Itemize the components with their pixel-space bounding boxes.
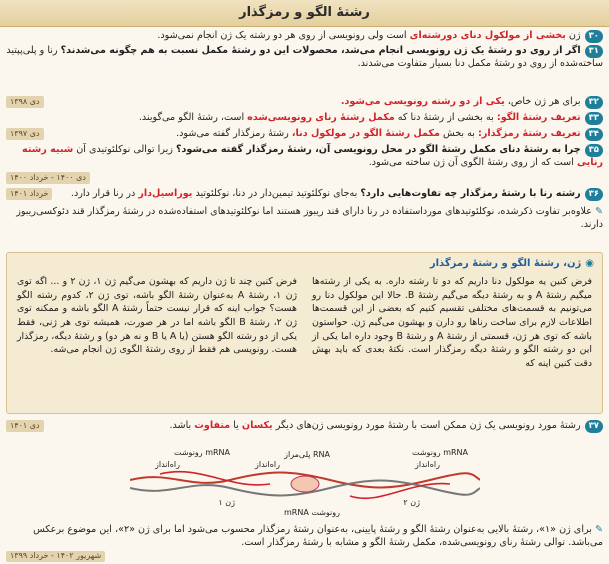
- question-36-note: ✎علاوه‌بر تفاوت ذکرشده، نوکلئوتیدهای مورداستفاده در رنا دارای قند ریبوز هستند اما نوکلئوتیدهای استفاده‌شده در رشتهٔ رمزگذار قند دئوکسی‌ریبوز دارند.: [16, 206, 603, 230]
- exam-date-tag: دی ۱۳۹۸: [6, 96, 44, 108]
- box-heading: ◉ژن، رشتهٔ الگو و رشتهٔ رمزگذار: [429, 258, 594, 269]
- pin-icon: ✎: [594, 206, 603, 217]
- box-right-column: فرض کنین یه مولکول دنا داریم که دو تا رشته داره. به یکی از رشته‌ها میگیم رشتهٔ A و به رشتهٔ دیگه می‌گیم رشتهٔ B. حالا این مولکول دنا رو می‌تونیم به قسمت‌های مختلفی تقسیم کنیم که بعضی از این قسمت‌ها اطلاعات لازم برای ساخت رناها رو دارن و بهشون می‌گیم ژن. حواستون باشه که توی هر ژن، قسمتی از رشتهٔ A و رشتهٔ B وجود داره اما یکی از این دو رشته الگو و رشتهٔ دیگه رمزگذار است. نکتهٔ بعدی که باید بهش دقت کنین اینه که: [312, 276, 592, 369]
- exam-date-tag: خرداد ۱۴۰۱: [6, 188, 52, 200]
- question-number: ۳۴: [585, 128, 603, 141]
- question-35: ۳۵چرا به رشتهٔ دنای مکمل رشتهٔ الگو در محل رونویسی آن، رشتهٔ رمزگذار گفته می‌شود؟ زیرا توالی نوکلئوتیدی آن شبیه رشته رنایی است که از روی رشتهٔ الگوی آن ژن ساخته می‌شود.: [22, 144, 603, 168]
- page-title: رشتهٔ الگو و رمزگذار: [0, 0, 609, 27]
- question-34: ۳۴تعریف رشتهٔ رمزگذار: به بخش مکمل رشتهٔ الگو در مولکول دنا، رشتهٔ رمزگذار گفته می‌شود.: [6, 128, 603, 141]
- transcription-diagram: mRNA رونوشت راه‌انداز ژن ۲ RNA پلی‌مراز رونوشت mRNA راه‌انداز ژن ۱ mRNA رونوشت راه‌انداز: [130, 450, 480, 520]
- question-31: ۳۱اگر از روی دو رشتهٔ یک ژن رونویسی انجام می‌شد، محصولات این دو رشتهٔ مکمل نسبت به هم چگونه می‌شدند؟ رنا و پلی‌پپتید ساخته‌شده از روی دو رشتهٔ مکمل دنا بسیار متفاوت می‌شدند.: [6, 45, 603, 69]
- question-36: ۳۶رشته رنا با رشتهٔ رمزگذار چه تفاوت‌هایی دارد؟ به‌جای نوکلئوتید تیمین‌دار در دنا، نوکلئوتید یوراسیل‌دار در رنا قرار دارد.: [6, 188, 603, 201]
- question-number: ۳۰: [585, 30, 603, 43]
- question-number: ۳۲: [585, 96, 603, 109]
- explanation-box: [6, 252, 603, 414]
- question-number: ۳۱: [585, 45, 603, 58]
- exam-date-tag: دی ۱۳۹۷: [6, 128, 44, 140]
- exam-date-tag: دی ۱۴۰۱: [6, 420, 44, 432]
- question-33: ۳۳تعریف رشتهٔ الگو: به بخشی از رشتهٔ دنا که مکمل رشتهٔ رنای رونویسی‌شده است، رشتهٔ الگو می‌گویند.: [6, 112, 603, 125]
- diagram-note: ✎برای ژن «۱»، رشتهٔ بالایی به‌عنوان رشتهٔ الگو و رشتهٔ پایینی، به‌عنوان رشتهٔ رمزگذار محسوب می‌شود اما برای ژن «۲»، این موضوع برعکس می‌باشد. توالی رشتهٔ رنای رونویسی‌شده، مکمل رشتهٔ الگو و مشابه با رشتهٔ رمزگذار است.: [33, 524, 603, 548]
- question-32: ۳۲برای هر ژن خاص، یکی از دو رشته رونویسی می‌شود.: [6, 96, 603, 109]
- question-37: ۳۷رشتهٔ مورد رونویسی یک ژن ممکن است با رشتهٔ مورد رونویسی ژن‌های دیگر یکسان یا متفاوت باشد.: [6, 420, 603, 433]
- question-number: ۳۷: [585, 420, 603, 433]
- question-number: ۳۳: [585, 112, 603, 125]
- exam-date-stamp: شهریور ۱۴۰۲ - خرداد ۱۳۹۹: [6, 551, 105, 562]
- rna-polymerase-shape: [291, 476, 319, 492]
- question-30: ۳۰ژن بخشی از مولکول دنای دورشته‌ای است ولی رونویسی از روی هر دو رشته یک ژن انجام نمی‌شود.: [6, 30, 603, 43]
- pin-icon: ✎: [594, 524, 603, 535]
- box-left-column: فرض کنین چند تا ژن داریم که بهشون می‌گیم ژن ۱، ژن ۲ و ... اگه توی ژن ۱، رشتهٔ A به‌عنوان رشتهٔ الگو باشه، توی ژن ۲، کدوم رشته الگو هست؟ جواب اینه که قرار نیست حتماً رشتهٔ A الگو باشه و ممکنه توی ژن ۲، رشتهٔ B الگو باشه اما در هر صورت، همیشه توی هر ژنی، فقط یکی از دو رشته الگو هستن (یا A یا B و نه هر دو) و رشتهٔ دیگه، رمزگذار هست. رونویسی هم فقط از روی رشتهٔ الگوی ژن انجام می‌شه.: [17, 276, 297, 356]
- exam-date-tag: دی ۱۴۰۰ - خرداد ۱۴۰۰: [6, 172, 90, 184]
- gene-icon: ◉: [585, 258, 594, 269]
- question-number: ۳۵: [585, 144, 603, 157]
- question-number: ۳۶: [585, 188, 603, 201]
